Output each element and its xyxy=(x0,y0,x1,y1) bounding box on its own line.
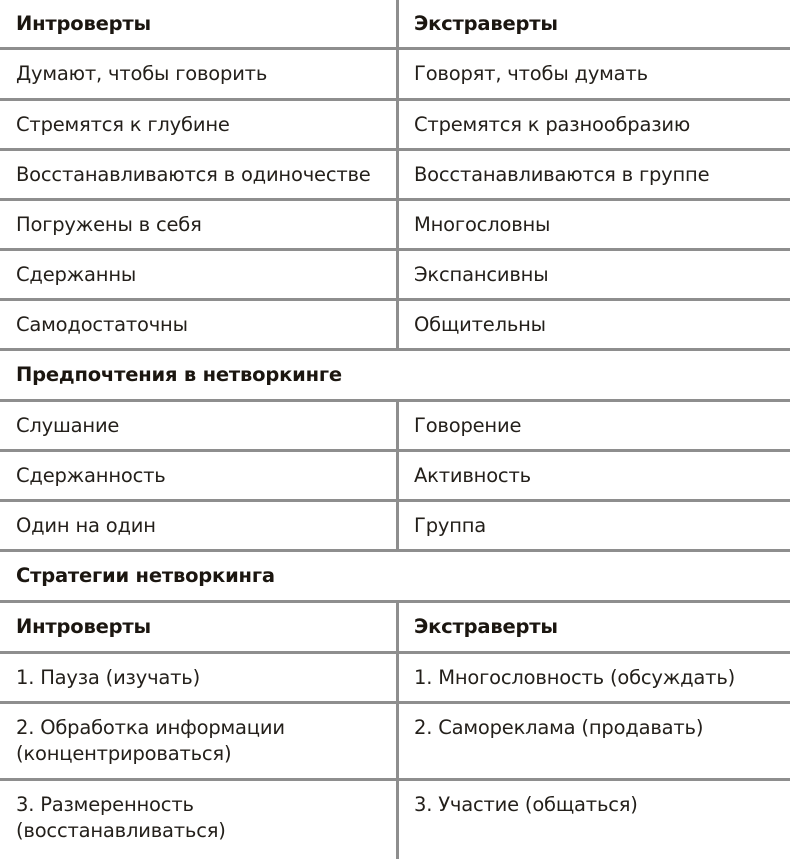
strategy-line-1: 2. Обработка информации xyxy=(16,716,285,739)
introvert-trait: Думают, чтобы говорить xyxy=(0,50,399,98)
header-introverts: Интроверты xyxy=(0,0,399,47)
extravert-strategy: 2. Самореклама (продавать) xyxy=(414,716,704,739)
introvert-trait: Восстанавливаются в одиночестве xyxy=(0,151,399,198)
introvert-preference: Слушание xyxy=(0,402,399,449)
extravert-trait: Восстанавливаются в группе xyxy=(414,162,710,186)
table-row xyxy=(0,654,790,704)
table-header-row xyxy=(0,603,790,654)
preferences-title: Предпочтения в нетворкинге xyxy=(16,363,342,386)
introvert-preference: Сдержанность xyxy=(0,452,399,499)
extravert-trait: Экспансивны xyxy=(414,262,549,286)
introvert-preference: Один на один xyxy=(0,502,399,549)
section-title-row xyxy=(0,351,790,402)
extravert-preference: Говорение xyxy=(414,413,522,437)
introvert-strategy: 1. Пауза (изучать) xyxy=(0,654,399,701)
extravert-preference: Группа xyxy=(414,513,487,537)
preferences-section xyxy=(0,351,790,552)
strategies-title: Стратегии нетворкинга xyxy=(16,564,275,587)
header-extraverts: Экстраверты xyxy=(414,11,558,35)
extravert-preference: Активность xyxy=(414,463,531,487)
extravert-trait: Стремятся к разнообразию xyxy=(414,112,691,136)
comparison-table xyxy=(0,0,790,351)
table-row xyxy=(0,50,790,101)
table-row xyxy=(0,402,790,452)
strategy-line-1: 3. Размеренность xyxy=(16,793,194,816)
table-row xyxy=(0,452,790,502)
header-extraverts: Экстраверты xyxy=(414,615,558,638)
introvert-strategy xyxy=(0,704,399,778)
table-row xyxy=(0,251,790,301)
extravert-trait: Общительны xyxy=(414,312,546,336)
strategy-line-2: (концентрироваться) xyxy=(16,742,232,765)
strategy-line-2: (восстанавливаться) xyxy=(16,819,226,842)
table-row xyxy=(0,101,790,151)
table-row xyxy=(0,151,790,201)
extravert-strategy: 3. Участие (общаться) xyxy=(414,793,638,816)
table-header-row xyxy=(0,0,790,50)
strategies-section xyxy=(0,552,790,859)
extravert-trait: Многословны xyxy=(414,212,551,236)
introvert-trait: Погружены в себя xyxy=(0,201,399,248)
extravert-strategy: 1. Многословность (обсуждать) xyxy=(414,665,736,689)
extravert-trait: Говорят, чтобы думать xyxy=(414,62,648,85)
introvert-trait: Сдержанны xyxy=(0,251,399,298)
table-row xyxy=(0,781,790,859)
table-row xyxy=(0,301,790,351)
table-row xyxy=(0,201,790,251)
table-row xyxy=(0,502,790,552)
header-introverts: Интроверты xyxy=(0,603,399,651)
introvert-strategy xyxy=(0,781,399,859)
introvert-trait: Самодостаточны xyxy=(0,301,399,348)
section-title-row xyxy=(0,552,790,603)
table-row xyxy=(0,704,790,781)
introvert-trait: Стремятся к глубине xyxy=(0,101,399,148)
